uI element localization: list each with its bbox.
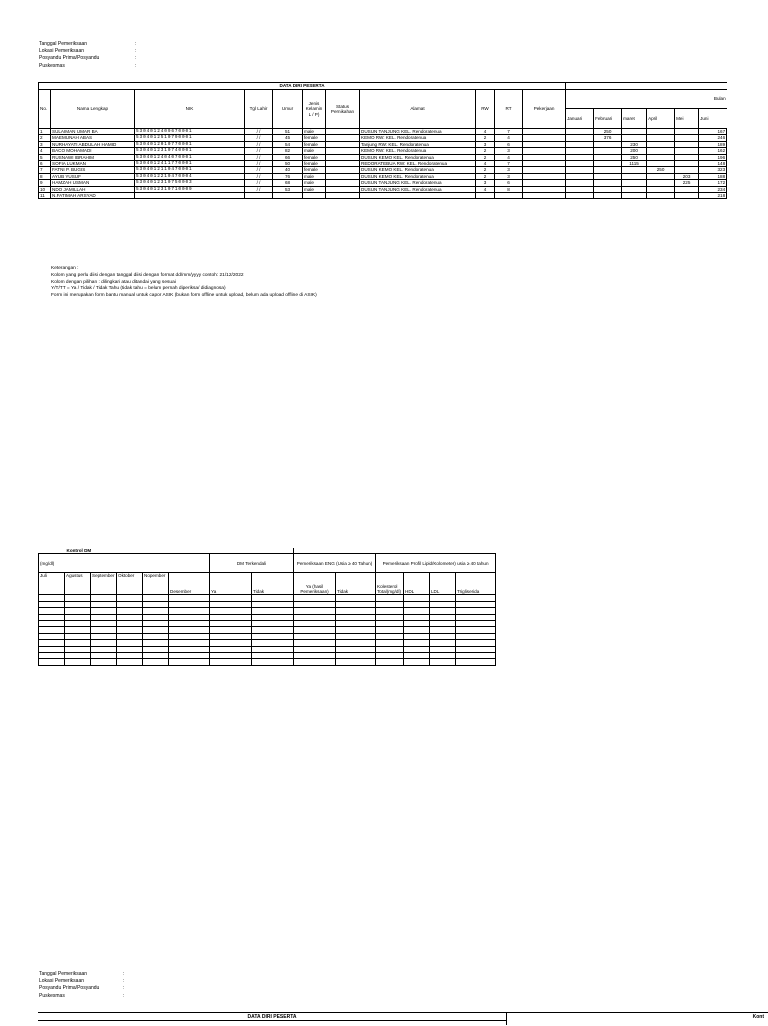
row-no: 3 — [39, 141, 51, 147]
row-mei — [675, 193, 699, 199]
row-alamat: REDORATEBUA RW: KEL. Rendoratenua — [360, 161, 476, 167]
empty-cell[interactable] — [252, 659, 294, 665]
dm-tidak: Tidak — [252, 573, 294, 595]
header-field-tanggal: Tanggal Pemeriksaan : — [39, 971, 125, 977]
row-nik: 5304012010770001 — [135, 141, 245, 147]
row-rw: 3 — [476, 141, 495, 147]
dm-ya: Ya — [210, 573, 252, 595]
header-field-lokasi: Lokasi Pemeriksaan : — [39, 48, 137, 55]
row-maret: 200 — [622, 148, 647, 154]
row-umur: 45 — [273, 135, 303, 141]
row-nik: 5304012210470004 — [135, 173, 245, 179]
row-februari — [594, 193, 622, 199]
col-alamat: Alamat — [360, 90, 476, 129]
row-nama: SULAIMAN UMAR BA — [51, 129, 135, 135]
row-rt: 6 — [495, 180, 523, 186]
row-juni: 167 — [699, 129, 727, 135]
row-alamat: Tanjung RW: KEL. Rendoratenua — [360, 141, 476, 147]
row-rw: 2 — [476, 173, 495, 179]
row-umur: 53 — [273, 186, 303, 192]
row-juni: 189 — [699, 141, 727, 147]
row-juni: 188 — [699, 173, 727, 179]
row-rt: 4 — [495, 135, 523, 141]
row-rt: 7 — [495, 161, 523, 167]
row-nama: N.FATIMAH ARSYAD — [51, 193, 135, 199]
row-tgl-lahir: / / — [245, 148, 273, 154]
row-tgl-lahir: / / — [245, 135, 273, 141]
row-juni: 246 — [699, 135, 727, 141]
row-no: 8 — [39, 173, 51, 179]
empty-cell[interactable] — [336, 659, 376, 665]
col-no: No. — [39, 90, 51, 129]
col-nama: Nama Lengkap — [51, 90, 135, 129]
row-alamat: DUSUN KEMO KEL. Rendoratenua — [360, 167, 476, 173]
table-title-copy: DATA DIRI PESERTA — [247, 1014, 297, 1020]
row-maret: 1115 — [622, 161, 647, 167]
notes-title: Keterangan : — [51, 266, 79, 271]
empty-cell[interactable] — [91, 659, 117, 665]
col-rt: RT — [495, 90, 523, 129]
data-diri-table — [38, 82, 727, 199]
row-rw — [476, 193, 495, 199]
row-rt: 3 — [495, 148, 523, 154]
row-rt: 4 — [495, 154, 523, 160]
col-jenis-kelamin: Jenis Kelamin L / P) — [303, 90, 326, 129]
row-maret: 250 — [622, 154, 647, 160]
month-juli: Juli — [39, 573, 65, 595]
month-mei: Mei — [675, 109, 699, 129]
notes-line: Form ini merupakan form bantu manual untuk capor ASIK (bukan form offline untuk upload, belum ada upload offline di ASIK) — [51, 293, 317, 299]
eng-ya: Ya (hasil Pemeriksaan) — [294, 573, 336, 595]
kontrol-dm-title: Kontrol DM — [39, 548, 294, 554]
hdl: HDL — [404, 573, 430, 595]
row-nama: NURHAYATI ABDULAH HAMID — [51, 141, 135, 147]
row-tgl-lahir: / / — [245, 180, 273, 186]
ldl: LDL — [430, 573, 456, 595]
empty-cell[interactable] — [430, 659, 456, 665]
row-umur: 50 — [273, 161, 303, 167]
row-juni: 148 — [699, 161, 727, 167]
row-juni: 172 — [699, 180, 727, 186]
month-februari: Februari — [594, 109, 622, 129]
row-februari: 250 — [594, 129, 622, 135]
form-header — [39, 41, 239, 70]
row-no: 4 — [39, 148, 51, 154]
row-no: 11 — [39, 193, 51, 199]
row-tgl-lahir: / / — [245, 161, 273, 167]
row-nik: 5304012404070001 — [135, 154, 245, 160]
row-no: 5 — [39, 154, 51, 160]
row-jenis-kelamin: female — [303, 135, 326, 141]
notes-line: Kolom yang perlu diisi dengan tanggal diisi dengan format dd/mm/yyyy contoh: 21/12/2022 — [51, 272, 244, 278]
dm-terkendali-header: DM Terkendali — [210, 554, 294, 573]
row-rw: 4 — [476, 129, 495, 135]
row-juni: 162 — [699, 148, 727, 154]
notes-line: Kolom dengan pilihan : dilingkari atau ditandai yang sesuai — [51, 279, 176, 285]
form-header-copy — [39, 971, 239, 1000]
header-field-tanggal: Tanggal Pemeriksaan : — [39, 41, 137, 47]
row-nik: 5304012310750003 — [135, 180, 245, 186]
row-nik: 5304012409670001 — [135, 129, 245, 135]
row-rw: 2 — [476, 135, 495, 141]
header-field-posyandu: Posyandu Prima/Posyandu : — [39, 55, 137, 62]
month-oktober: Oktober — [117, 573, 143, 595]
month-nopember: Nopember — [143, 573, 169, 595]
row-alamat: DUSUN KEMO KEL. Rendoratenua — [360, 173, 476, 179]
row-status — [326, 193, 360, 199]
row-nik: 5304012110470001 — [135, 167, 245, 173]
table-row — [39, 659, 496, 665]
col-rw: RW — [476, 90, 495, 129]
row-umur: 82 — [273, 148, 303, 154]
empty-cell[interactable] — [404, 659, 430, 665]
empty-cell[interactable] — [39, 659, 65, 665]
row-rw: 3 — [476, 180, 495, 186]
row-no: 6 — [39, 161, 51, 167]
row-no: 2 — [39, 135, 51, 141]
eng-header: Pemeriksaan ENG (Usia ≥ 40 Tahun) — [294, 554, 376, 573]
row-jenis-kelamin: female — [303, 161, 326, 167]
row-umur — [273, 193, 303, 199]
row-tgl-lahir: / / — [245, 141, 273, 147]
row-tgl-lahir: / / — [245, 167, 273, 173]
keterangan-notes — [51, 266, 317, 300]
row-nama: HAMZAH USMAN — [51, 180, 135, 186]
row-rw: 4 — [476, 161, 495, 167]
month-januari: Januari — [566, 109, 594, 129]
month-maret: maret — [622, 109, 647, 129]
row-nama: BACO MOHAMADI — [51, 148, 135, 154]
month-april: April — [647, 109, 675, 129]
row-tgl-lahir: / / — [245, 154, 273, 160]
header-field-puskesmas: Puskesmas : — [39, 62, 137, 69]
row-umur: 40 — [273, 167, 303, 173]
row-nama: MAEMUNAH ABAS — [51, 135, 135, 141]
row-jenis-kelamin: male — [303, 148, 326, 154]
col-pekerjaan: Pekerjaan — [523, 90, 566, 129]
row-nama: NDO JAMILLAH — [51, 186, 135, 192]
row-maret — [622, 193, 647, 199]
row-alamat: DUSUN TANJUNG KEL. Rendoratenua — [360, 186, 476, 192]
row-juni: 196 — [699, 154, 727, 160]
row-nik: 5304012411770001 — [135, 161, 245, 167]
lipid-header: Pemeriksaan Profil Lipid/Kolometer) usia ≥ 40 tahun — [376, 554, 496, 573]
row-tgl-lahir — [245, 193, 273, 199]
row-nama: SOFIA LUKMAN — [51, 161, 135, 167]
row-jenis-kelamin: male — [303, 173, 326, 179]
empty-cell[interactable] — [376, 659, 404, 665]
row-nik: 5304012310710009 — [135, 186, 245, 192]
row-tgl-lahir: / / — [245, 129, 273, 135]
data-diri-table-copy — [38, 1012, 768, 1025]
row-alamat: DUSUN TANJUNG KEL. Rendoratenua — [360, 180, 476, 186]
unit-label: (mg/dl) — [39, 554, 210, 573]
month-september: September — [91, 573, 117, 595]
row-pekerjaan — [523, 193, 566, 199]
kontrol-dm-table — [38, 548, 496, 666]
empty-cell[interactable] — [65, 659, 91, 665]
row-nama: AYUB YUSUF — [51, 173, 135, 179]
row-umur: 51 — [273, 129, 303, 135]
row-rt: 8 — [495, 186, 523, 192]
col-status: Status Pernikahan — [326, 90, 360, 129]
row-umur: 68 — [273, 180, 303, 186]
row-rt: 6 — [495, 141, 523, 147]
row-jenis-kelamin: male — [303, 180, 326, 186]
row-alamat: KEMO RW: KEL. Rendoratenua — [360, 148, 476, 154]
row-jenis-kelamin: female — [303, 167, 326, 173]
empty-cell[interactable] — [210, 659, 252, 665]
row-rt: 7 — [495, 129, 523, 135]
row-alamat — [360, 193, 476, 199]
row-alamat: DUSUN KEMO KEL. Rendoratenua — [360, 154, 476, 160]
row-april: 250 — [647, 167, 675, 173]
row-nama: FATNI P. BUGIS — [51, 167, 135, 173]
kontrol-title-cut: Kont — [752, 1014, 764, 1020]
row-alamat: DUSUN TANJUNG KEL. Rendoratenua — [360, 129, 476, 135]
row-maret: 230 — [622, 141, 647, 147]
empty-cell[interactable] — [456, 659, 496, 665]
empty-cell[interactable] — [169, 659, 210, 665]
row-nik: 5304012310740001 — [135, 148, 245, 154]
col-nik: NIK — [135, 90, 245, 129]
row-jenis-kelamin: male — [303, 129, 326, 135]
row-umur: 76 — [273, 173, 303, 179]
row-no: 10 — [39, 186, 51, 192]
col-tgl-lahir: Tgl Lahir — [245, 90, 273, 129]
row-juni: 323 — [699, 167, 727, 173]
row-jenis-kelamin: male — [303, 186, 326, 192]
col-umur: Umur — [273, 90, 303, 129]
header-field-posyandu: Posyandu Prima/Posyandu : — [39, 985, 125, 992]
row-no: 7 — [39, 167, 51, 173]
row-jenis-kelamin — [303, 193, 326, 199]
row-rw: 2 — [476, 154, 495, 160]
row-rt: 3 — [495, 167, 523, 173]
empty-cell[interactable] — [294, 659, 336, 665]
row-umur: 54 — [273, 141, 303, 147]
header-field-puskesmas: Puskesmas : — [39, 992, 125, 999]
row-umur: 66 — [273, 154, 303, 160]
row-alamat: KEMO RW: KEL. Rendoratenua — [360, 135, 476, 141]
row-tgl-lahir: / / — [245, 173, 273, 179]
row-april — [647, 193, 675, 199]
row-mei: 203 — [675, 173, 699, 179]
row-mei: 225 — [675, 180, 699, 186]
row-nik: 5304012510790001 — [135, 135, 245, 141]
notes-line: Y/T/TT = Ya / Tidak / Tidak Tahu (tidak tahu = belum pernah diperiksa/ didiagnosa) — [51, 286, 226, 292]
row-rw: 4 — [476, 186, 495, 192]
table-title: DATA DIRI PESERTA — [39, 83, 566, 90]
empty-cell[interactable] — [143, 659, 169, 665]
row-no: 1 — [39, 129, 51, 135]
trigliserida: Trigliserida — [456, 573, 496, 595]
row-no: 9 — [39, 180, 51, 186]
row-rw: 2 — [476, 148, 495, 154]
row-rt: 3 — [495, 173, 523, 179]
bulan-label: Bulan — [566, 90, 727, 109]
month-juni: Juni — [699, 109, 727, 129]
row-nama: RUSNAWI IBRAHIM — [51, 154, 135, 160]
row-jenis-kelamin: female — [303, 141, 326, 147]
empty-cell[interactable] — [117, 659, 143, 665]
row-tgl-lahir: / / — [245, 186, 273, 192]
row-juni: 218 — [699, 193, 727, 199]
row-jenis-kelamin: female — [303, 154, 326, 160]
row-rw: 2 — [476, 167, 495, 173]
kolesterol-total: Kolesterol Total(mg/dl) — [376, 573, 404, 595]
row-januari — [566, 193, 594, 199]
row-nik — [135, 193, 245, 199]
header-field-lokasi: Lokasi Pemeriksaan : — [39, 978, 125, 985]
table-row — [39, 193, 727, 199]
row-juni: 234 — [699, 186, 727, 192]
month-desember: Desember — [169, 573, 210, 595]
row-februari: 376 — [594, 135, 622, 141]
row-rt — [495, 193, 523, 199]
month-agustus: Agustus — [65, 573, 91, 595]
eng-tidak: Tidak — [336, 573, 376, 595]
